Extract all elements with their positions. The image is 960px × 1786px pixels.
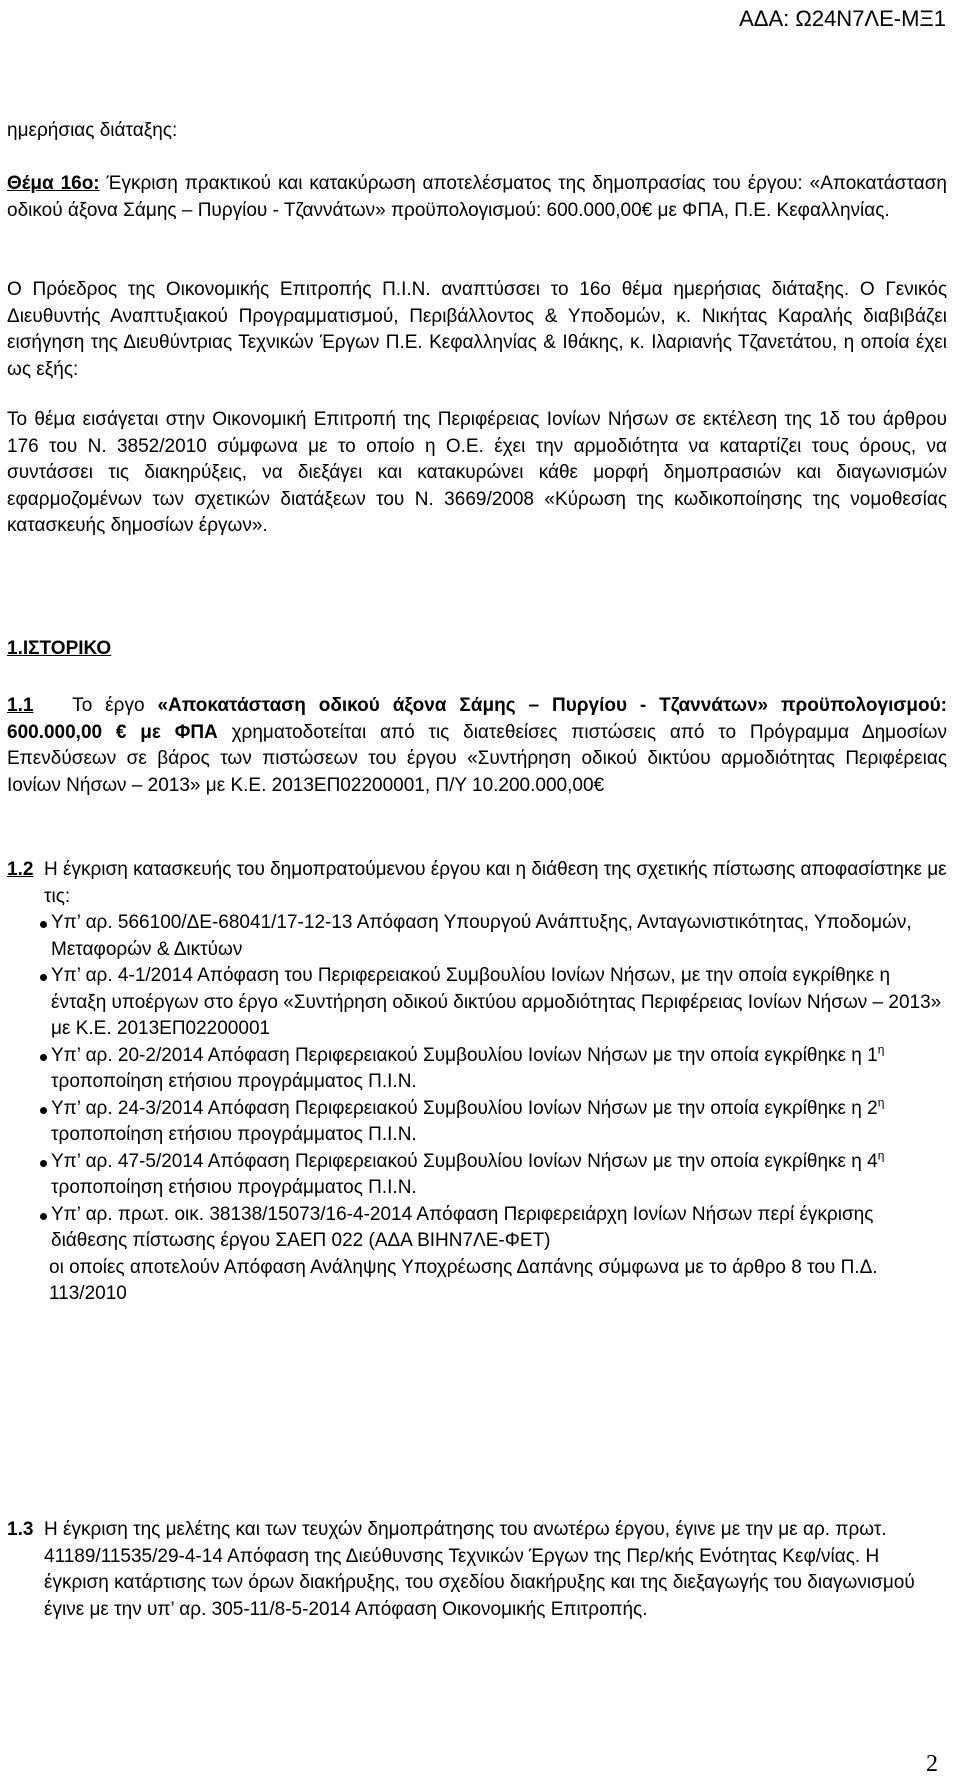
intro-line: ημερήσιας διάταξης: bbox=[7, 120, 178, 141]
list-item: Υπ’ αρ. πρωτ. οικ. 38138/15073/16-4-2014 Απόφαση Περιφερειάρχη Ιονίων Νήσων περί έγκρισης διάθεσης πίστωσης έργου ΣΑΕΠ 022 (ΑΔΑ ΒΙΗΝ7ΛΕ-ΦΕΤ) bbox=[7, 1202, 947, 1255]
ada-header: ΑΔΑ: Ω24Ν7ΛΕ-ΜΞ1 bbox=[739, 6, 946, 31]
section-1-1 bbox=[7, 693, 947, 799]
section-1-2-text: Η έγκριση κατασκευής του δημοπρατούμενου έργου και η διάθεση της σχετικής πίστωσης αποφασίστηκε με τις: bbox=[44, 859, 947, 907]
topic-label: Θέμα 16ο: bbox=[7, 173, 100, 194]
section-1-3-num: 1.3 bbox=[7, 1519, 34, 1540]
section-1-1-lead: Το έργο bbox=[72, 695, 158, 716]
list-item: Υπ’ αρ. 47-5/2014 Απόφαση Περιφερειακού Συμβουλίου Ιονίων Νήσων με την οποία εγκρίθηκε η $4^\eta$ τροποποίηση ετήσιου προγράμματος Π.Ι.Ν. bbox=[7, 1149, 947, 1202]
bullet-icon bbox=[40, 974, 47, 981]
paragraph-legal-basis: Το θέμα εισάγεται στην Οικονομική Επιτροπή της Περιφέρειας Ιονίων Νήσων σε εκτέλεση της 1δ του άρθρου 176 του Ν. 3852/2010 σύμφωνα με το οποίο η Ο.Ε. έχει την αρμοδιότητα να καταρτίζει τους όρους, να συντάσσει τις διακηρύξεις, να διεξάγει και κατακυρώνει κάθε μορφή δημοπρασιών και διαγωνισμών εφαρμοζομένων των σχετικών διατάξεων του Ν. 3669/2008 «Κύρωση της κωδικοποίησης της νομοθεσίας κατασκευής δημοσίων έργων». bbox=[7, 409, 947, 536]
section-1-2-head bbox=[7, 857, 947, 910]
list-item: Υπ’ αρ. 566100/ΔΕ-68041/17-12-13 Απόφαση Υπουργού Ανάπτυξης, Ανταγωνιστικότητας, Υποδομών, Μεταφορών & Δικτύων bbox=[7, 910, 947, 963]
section-1-3 bbox=[7, 1517, 947, 1623]
section-1-2-num: 1.2 bbox=[7, 859, 34, 880]
section-heading-history: 1.ΙΣΤΟΡΙΚΟ bbox=[7, 638, 112, 659]
page-number: 2 bbox=[926, 1751, 938, 1777]
bullet-icon bbox=[40, 1160, 47, 1167]
topic-paragraph bbox=[7, 171, 947, 224]
topic-text: Έγκριση πρακτικού και κατακύρωση αποτελέσματος της δημοπρασίας του έργου: «Αποκατάσταση οδικού άξονα Σάμης – Πυργίου - Τζαννάτων» προϋπολογισμού: 600.000,00€ με ΦΠΑ, Π.Ε. Κεφαλληνίας. bbox=[7, 173, 947, 221]
section-1-1-rest: χρηματοδοτείται από τις διατεθείσες πιστώσεις από το Πρόγραμμα Δημοσίων Επενδύσεων σε βάρος των πιστώσεων του έργου «Συντήρηση οδικού δικτύου αρμοδιότητας Περιφέρειας Ιονίων Νήσων – 2013» με Κ.Ε. 2013ΕΠ02200001, Π/Υ 10.200.000,00€ bbox=[7, 721, 947, 796]
list-item: Υπ’ αρ. 24-3/2014 Απόφαση Περιφερειακού Συμβουλίου Ιονίων Νήσων με την οποία εγκρίθηκε η $2^\eta$ τροποποίηση ετήσιου προγράμματος Π.Ι.Ν. bbox=[7, 1096, 947, 1149]
bullet-icon bbox=[40, 921, 47, 928]
paragraph-intro: Ο Πρόεδρος της Οικονομικής Επιτροπής Π.Ι.Ν. αναπτύσσει το 16ο θέμα ημερήσιας διάταξης. Ο Γενικός Διευθυντής Αναπτυξιακού Προγραμματισμού, Περιβάλλοντος & Υποδομών, κ. Νικήτας Καραλής διαβιβάζει εισήγηση της Διευθύντριας Τεχνικών Έργων Π.Ε. Κεφαλληνίας & Ιθάκης, κ. Ιλαριανής Τζανετάτου, η οποία έχει ως εξής: bbox=[7, 279, 947, 380]
list-item: Υπ’ αρ. 4-1/2014 Απόφαση του Περιφερειακού Συμβουλίου Ιονίων Νήσων, με την οποία εγκρίθηκε η ένταξη υποέργων στο έργο «Συντήρηση οδικού δικτύου αρμοδιότητας Περιφέρειας Ιονίων Νήσων – 2013» με Κ.Ε. 2013ΕΠ02200001 bbox=[7, 963, 947, 1043]
decision-list bbox=[7, 910, 947, 1255]
section-1-1-num: 1.1 bbox=[7, 695, 34, 716]
bullet-icon bbox=[40, 1213, 47, 1220]
section-1-3-text: Η έγκριση της μελέτης και των τευχών δημοπράτησης του ανωτέρω έργου, έγινε με την με αρ. πρωτ. 41189/11535/29-4-14 Απόφαση της Διεύθυνσης Τεχνικών Έργων της Περ/κής Ενότητας Κεφ/νίας. Η έγκριση κατάρτισης των όρων διακήρυξης, του σχεδίου διακήρυξης και της διεξαγωγής του διαγωνισμού έγινε με την υπ’ αρ. 305-11/8-5-2014 Απόφαση Οικονομικής Επιτροπής. bbox=[44, 1519, 915, 1620]
section-1-1-text bbox=[7, 693, 947, 799]
section-1-1-project: «Αποκατάσταση οδικού άξονα Σάμης – Πυργίου - Τζαννάτων» προϋπολογισμού: 600.000,00 € με ΦΠΑ bbox=[7, 695, 947, 743]
bullet-icon bbox=[40, 1107, 47, 1114]
section-1-2 bbox=[7, 857, 947, 1308]
bullet-icon bbox=[40, 1054, 47, 1061]
list-item: Υπ’ αρ. 20-2/2014 Απόφαση Περιφερειακού Συμβουλίου Ιονίων Νήσων με την οποία εγκρίθηκε η $1^\eta$ τροποποίηση ετήσιου προγράμματος Π.Ι.Ν. bbox=[7, 1043, 947, 1096]
section-1-2-after: οι οποίες αποτελούν Απόφαση Ανάληψης Υποχρέωσης Δαπάνης σύμφωνα με το άρθρο 8 του Π.Δ. 113/2010 bbox=[49, 1256, 878, 1304]
